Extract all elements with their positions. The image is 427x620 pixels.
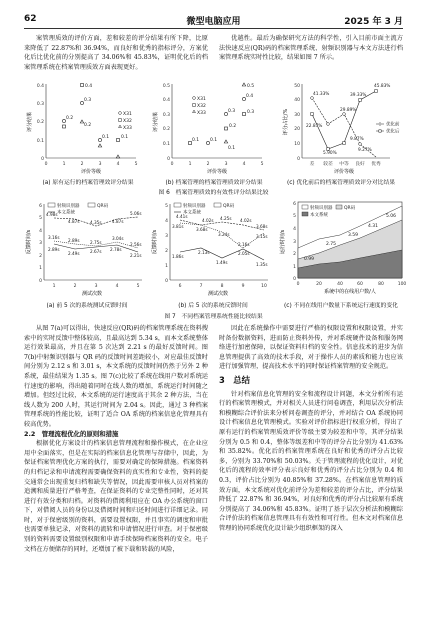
- svg-text:2.21s: 2.21s: [130, 253, 142, 258]
- svg-text:1: 1: [188, 162, 192, 167]
- top-right-paragraph: 优越性。最后为确保研究方法的科学性，引入目前市面主流方法快速反应(QR)码的档案管理系统、射频识别器与本文方法进行档案管理系统实时性比较，结果如图 7 所示。: [219, 35, 403, 62]
- svg-text:10: 10: [294, 142, 300, 147]
- svg-text:4: 4: [115, 284, 119, 289]
- svg-text:3: 3: [39, 241, 42, 246]
- point-x32: [243, 113, 246, 116]
- svg-text:5: 5: [134, 162, 138, 167]
- svg-text:3.16s: 3.16s: [48, 235, 60, 240]
- svg-text:6: 6: [293, 202, 296, 207]
- svg-text:1: 1: [52, 284, 56, 289]
- svg-text:优秀: 优秀: [371, 162, 381, 167]
- fig6-c-legend: [376, 121, 400, 135]
- svg-text:本文系统: 本文系统: [57, 210, 75, 216]
- fig6-b-chart: [150, 78, 270, 176]
- svg-text:3.68s: 3.68s: [256, 224, 268, 229]
- svg-text:80: 80: [378, 282, 384, 287]
- svg-text:中等: 中等: [339, 162, 349, 167]
- svg-text:2: 2: [293, 252, 296, 257]
- svg-text:3.68s: 3.68s: [196, 227, 208, 232]
- svg-text:差: 差: [309, 162, 315, 167]
- fig6-a-caption: (a) 原有运行的档案管理效评分结果: [42, 180, 134, 186]
- svg-text:8: 8: [220, 284, 224, 289]
- point-x32: [117, 139, 120, 142]
- svg-text:0.4: 0.4: [162, 98, 170, 103]
- svg-text:0.3: 0.3: [36, 102, 44, 107]
- fig6-a-xlabel: 评价等级: [80, 169, 102, 175]
- svg-text:X32: X32: [197, 104, 206, 109]
- svg-text:2.67s: 2.67s: [90, 249, 102, 254]
- svg-text:29.89%: 29.89%: [340, 108, 357, 113]
- svg-text:0.3: 0.3: [162, 113, 170, 118]
- svg-text:1.86s: 1.86s: [172, 254, 184, 259]
- svg-text:评价等级: 评价等级: [333, 169, 355, 175]
- svg-text:射频识别器: 射频识别器: [183, 204, 206, 209]
- svg-text:2: 2: [80, 162, 84, 167]
- fig6-b-legend: [193, 96, 206, 116]
- svg-text:4.02s: 4.02s: [240, 218, 252, 223]
- svg-text:50: 50: [294, 84, 300, 89]
- svg-text:3.04s: 3.04s: [112, 236, 124, 241]
- svg-text:X31: X31: [123, 112, 132, 117]
- issue-date: 2025 年 3 月: [344, 17, 403, 27]
- svg-text:2: 2: [73, 284, 77, 289]
- svg-text:4: 4: [165, 219, 168, 224]
- svg-text:0: 0: [167, 157, 170, 162]
- svg-text:0.1: 0.1: [228, 146, 236, 151]
- svg-text:2.78s: 2.78s: [110, 247, 122, 252]
- svg-text:0.2: 0.2: [66, 116, 74, 121]
- svg-text:0.2: 0.2: [36, 120, 44, 125]
- left-paragraph-2: 根据优化方案设计的档案信息管理流程和操作模式，在企业应用中全面落实，但是在实际的档案信息化管理与存储中，因此，为保证档案管理优化方案的执行，需要对确定的保障措施。档案资料的归档记录和申请流程需要确保资料的真实性和专业性，资料的提交通常会出现重复归档和缺失等情况，因此需要审核人员对档案的追溯和质量进行严格考查，在保证资料的专业完整性同时，还对其进行有效分类和归档。对资料的借阅利用应在 OA 办公系统的窗口下，对借阅人员的身份以及借阅时间和归还时间进行详细记录。同时，对于保密级别的资料，需要设置权限，并且事实的调度和审批也需要单独记录，对资料的流转和申请情况进行审查。对于保密级别的资料需要设置级别权限和申请手续保障档案资料的安全。电子文档在方便储存的同时，还增加了被下载和转载的风险，: [24, 440, 208, 553]
- right-paragraph-2: 针对档案信息化管理的安全和流程设计问题，本文分析所有运行的档案管理模式，并对相关人员进行问卷调查，利用层次分析法和模糊综合评价法来分析问卷调查的评分，并对结合 OA 系统协同设计档案信息化管理模式。实验对评价指标进行权重分析，得出了原有运行的档案管理质效评价等级主要为较差和中等，其评分结果分别为 0.5 和 0.4，整体等级差和中等的评分占比分别为 41.63%和 35.82%。优化后的档案管理系统在良好和优秀的评分占比较多，分别为 33.70%和 50.03%。关于管理流程的优化设计，对优化后的流程的效率评分表示良好和优秀的评分占比分别为 0.4 和 0.3，评价占比分别为 40.85%和 37.28%。在档案信息管理的质效方面，本文系统对优化前评分为差和较差的评分占比，评分结果降低了 22.87% 和 36.94%，对良好和优秀的评分占比较原有系统分别提高了 34.06%和 45.83%。证明了基于层次分析法和模糊综合评价法的档案信息管理具有有效性和可行性。但本文对档案信息管理的协同系统优化设计缺少组织框架的深入: [219, 390, 403, 532]
- svg-text:2.89s: 2.89s: [48, 247, 60, 252]
- svg-text:2.05s: 2.05s: [238, 251, 250, 256]
- svg-text:0.4: 0.4: [36, 84, 44, 89]
- svg-text:0.1: 0.1: [192, 138, 200, 143]
- subsection-heading: 2.2 管理流程优化的原则和措施: [24, 429, 119, 438]
- right-paragraph-1: 因此在系统操作中需要进行严格的权限设置和权限设置，并实时备份数据资料，进而防止资料外传，并对系统硬件设备和服务网络进行加密保障，以保证资料归档的安全性。信息技术的进步为信息管理提供了高效的技术手段，对于操作人员的素质和能力也应该进行加强管理，提高技术水平的同时保证档案管理的安全规范。: [219, 325, 403, 371]
- svg-text:30: 30: [294, 113, 300, 118]
- svg-text:5: 5: [136, 284, 140, 289]
- fig7-a-caption: (a) 前 5 次的系统测试反馈时间: [46, 303, 128, 309]
- svg-text:0: 0: [165, 279, 168, 284]
- svg-text:10: 10: [261, 284, 267, 289]
- svg-text:4.25s: 4.25s: [220, 216, 232, 221]
- svg-text:6: 6: [178, 284, 182, 289]
- section-heading: 3 总结: [219, 374, 250, 385]
- svg-text:7: 7: [199, 284, 203, 289]
- svg-text:4.35s: 4.35s: [90, 220, 102, 225]
- svg-text:0: 0: [39, 279, 42, 284]
- svg-text:X32: X32: [123, 119, 132, 124]
- svg-text:0.4: 0.4: [246, 94, 254, 99]
- svg-text:0.2: 0.2: [229, 124, 237, 129]
- fig7-c-caption: (c) 不同在线用户数量下系统运行速度的变化: [284, 303, 398, 309]
- fig7-a-chart: [24, 198, 148, 298]
- svg-text:3.81s: 3.81s: [172, 224, 184, 229]
- svg-text:4: 4: [242, 162, 246, 167]
- top-left-paragraph: 案管理质效的评价方面，差和较差的评分结果有所下降，比原来降低了 22.87%和 36.94%，而良好和优秀的指标评分，方案优化后比优化前的分别提高了 34.06%和 45.83%，证明优化后的档案管理系统在档案管理质效方面表现更好。: [24, 35, 208, 71]
- svg-text:5.06: 5.06: [386, 214, 397, 219]
- svg-text:X33: X33: [123, 126, 132, 131]
- svg-text:39.33%: 39.33%: [350, 93, 367, 98]
- svg-text:QR码: QR码: [223, 204, 235, 209]
- svg-text:X31: X31: [197, 97, 206, 102]
- svg-text:5: 5: [39, 216, 42, 221]
- svg-text:测试次数: 测试次数: [207, 291, 229, 297]
- svg-text:3: 3: [165, 234, 168, 239]
- svg-text:0.3: 0.3: [228, 109, 236, 114]
- svg-text:0.2: 0.2: [84, 123, 92, 128]
- svg-text:1.49s: 1.49s: [216, 260, 228, 265]
- svg-text:1.35s: 1.35s: [256, 262, 268, 267]
- svg-text:运行时间/s: 运行时间/s: [280, 229, 286, 255]
- svg-text:0.5: 0.5: [162, 84, 170, 89]
- svg-text:5.90%: 5.90%: [323, 151, 337, 156]
- svg-text:4.98s: 4.98s: [46, 212, 58, 217]
- svg-text:4: 4: [293, 227, 296, 232]
- svg-text:较差: 较差: [323, 162, 333, 167]
- point-x33: [98, 144, 101, 147]
- fig7-b-caption: (b) 后 5 次的系统反馈时间: [178, 303, 248, 309]
- point-x32: [63, 125, 66, 128]
- svg-text:3.15s: 3.15s: [256, 234, 268, 239]
- svg-text:0.1: 0.1: [121, 135, 129, 140]
- svg-text:5: 5: [165, 204, 168, 209]
- svg-text:3: 3: [224, 162, 228, 167]
- svg-text:本文系统: 本文系统: [183, 210, 201, 216]
- svg-text:40: 40: [294, 98, 300, 103]
- svg-text:优化后: 优化后: [386, 129, 400, 135]
- svg-text:QR码: QR码: [344, 206, 356, 211]
- svg-text:0.4: 0.4: [85, 84, 93, 89]
- svg-text:40: 40: [337, 282, 343, 287]
- fig6-c-caption: (c) 优化前后的档案管理质效评分对比结果: [286, 180, 396, 186]
- svg-text:4: 4: [116, 162, 120, 167]
- svg-text:优化前: 优化前: [386, 122, 400, 128]
- svg-text:41.33%: 41.33%: [313, 92, 330, 97]
- svg-text:3.24s: 3.24s: [218, 232, 230, 237]
- svg-text:4.02s: 4.02s: [202, 218, 214, 223]
- svg-text:3: 3: [98, 162, 102, 167]
- svg-text:0: 0: [44, 162, 48, 167]
- svg-text:2.75s: 2.75s: [90, 240, 102, 245]
- point-x32: [81, 84, 84, 87]
- fig6-c-chart: [280, 78, 404, 176]
- svg-text:1: 1: [165, 264, 168, 269]
- fig6-a-legend: [119, 111, 132, 131]
- svg-text:2: 2: [206, 162, 210, 167]
- svg-text:1: 1: [293, 265, 296, 270]
- svg-text:5.06s: 5.06s: [130, 211, 142, 216]
- svg-text:2.89s: 2.89s: [68, 238, 80, 243]
- svg-text:9.87%: 9.87%: [350, 137, 364, 142]
- svg-text:0.3: 0.3: [247, 110, 255, 115]
- fig6-caption: 图 6 档案管理质效的有效性评分结果比较: [158, 190, 269, 196]
- svg-text:系统中的在线用户数/人: 系统中的在线用户数/人: [324, 289, 376, 295]
- svg-text:0.3: 0.3: [84, 98, 92, 103]
- svg-text:2.49s: 2.49s: [68, 251, 80, 256]
- svg-text:射频识别器: 射频识别器: [57, 204, 80, 209]
- svg-text:0.1: 0.1: [162, 142, 170, 147]
- svg-text:测试次数: 测试次数: [81, 291, 103, 297]
- svg-text:射频识别器: 射频识别器: [310, 206, 333, 211]
- fig7-b-chart: [150, 198, 274, 298]
- left-paragraph-1: 从图 7(a)可以得出，快速反应(QR)码的档案管理系统在资料搜索中的实时反馈中整体较高，且最高达到 5.34 s，而本文系统整体运行效果最高，并且在第 5 次达到 2.21 s 的最好反馈时间。图 7(b)中射频识别器与 QR 码的反馈时间差距较小，对应最佳反馈时间分别为 2.12 s 和 3.01 s，本文系统的反馈时间仍然于另外 2 种系统，最佳结果为 1.35 s。图 7(c)比较了系统在线用户数对系统运行速度的影响，得出随着同时在线人数的增加，系统运行时间随之增加。但经过比较，本文系统的运行速度高于其余 2 种方法，当在线人数为 200 人时，其运行时间为 2.04 s。因此，通过 3 种档案管理系统的性能比较，证明了适合 OA 系统的档案信息化管理具有较高优势。: [24, 325, 208, 428]
- svg-text:3: 3: [293, 240, 296, 245]
- svg-text:2: 2: [165, 249, 168, 254]
- svg-text:0: 0: [293, 277, 296, 282]
- svg-text:9: 9: [241, 284, 245, 289]
- svg-text:0.1: 0.1: [102, 135, 110, 140]
- svg-text:2: 2: [39, 254, 42, 259]
- svg-text:评分占比/%: 评分占比/%: [283, 108, 289, 136]
- svg-text:0: 0: [296, 282, 300, 287]
- fig7-c-chart: [278, 198, 406, 298]
- svg-text:4.31: 4.31: [368, 224, 379, 229]
- svg-text:0: 0: [41, 157, 44, 162]
- svg-text:2.75: 2.75: [326, 242, 337, 247]
- fig6-a-ylabel: 评分结果: [27, 111, 33, 133]
- svg-text:5: 5: [260, 162, 264, 167]
- svg-text:100: 100: [397, 282, 406, 287]
- svg-text:4.41s: 4.41s: [176, 214, 188, 219]
- svg-text:3.59: 3.59: [348, 233, 359, 238]
- page-number: 62: [24, 14, 37, 24]
- svg-text:22.87%: 22.87%: [306, 124, 323, 129]
- fig6-b-caption: (b) 档案管理的档案管理质效评分结果: [165, 180, 263, 186]
- svg-text:本文系统: 本文系统: [310, 213, 328, 218]
- svg-text:X33: X33: [197, 111, 206, 116]
- svg-text:9.27%: 9.27%: [358, 148, 372, 153]
- svg-text:6: 6: [39, 204, 42, 209]
- svg-text:0.2: 0.2: [162, 127, 170, 132]
- svg-text:3: 3: [94, 284, 98, 289]
- svg-text:评价等级: 评价等级: [206, 169, 228, 175]
- svg-text:20: 20: [294, 127, 300, 132]
- svg-text:45.83%: 45.83%: [374, 84, 391, 89]
- svg-text:反馈时间/s: 反馈时间/s: [152, 229, 158, 255]
- svg-text:0: 0: [170, 162, 174, 167]
- left-column: [24, 324, 208, 614]
- svg-text:2.13s: 2.13s: [198, 250, 210, 255]
- fig6-b-points: [189, 83, 255, 151]
- point-x33: [224, 140, 227, 143]
- svg-text:0.1: 0.1: [36, 139, 44, 144]
- svg-text:2.16s: 2.16s: [238, 242, 250, 247]
- fig6-a-chart: [24, 78, 144, 176]
- page-header: [24, 12, 403, 26]
- fig7-caption: 图 7 不同档案管理系统性能比较结果: [164, 314, 263, 320]
- svg-text:QR码: QR码: [97, 204, 109, 209]
- point-x33: [242, 83, 245, 86]
- series-after-line: [312, 91, 376, 149]
- svg-text:2.56s: 2.56s: [130, 242, 142, 247]
- svg-text:评分结果: 评分结果: [153, 111, 159, 133]
- svg-text:1: 1: [62, 162, 66, 167]
- svg-text:0: 0: [297, 157, 300, 162]
- svg-text:60: 60: [357, 282, 363, 287]
- svg-text:反馈时间/s: 反馈时间/s: [26, 229, 32, 255]
- svg-text:良好: 良好: [355, 162, 365, 167]
- svg-text:5: 5: [293, 214, 296, 219]
- svg-text:4: 4: [39, 229, 42, 234]
- header-rule: [24, 28, 403, 29]
- right-column: [219, 324, 403, 614]
- svg-text:4.87s: 4.87s: [112, 219, 124, 224]
- point-x33: [116, 155, 119, 158]
- journal-title: 微型电脑应用: [186, 17, 241, 27]
- point-x32: [225, 127, 228, 130]
- svg-text:1: 1: [39, 266, 42, 271]
- svg-text:20: 20: [316, 282, 322, 287]
- svg-text:4.87s: 4.87s: [68, 219, 80, 224]
- svg-text:0.99: 0.99: [304, 257, 315, 262]
- svg-text:0.1: 0.1: [210, 138, 218, 143]
- svg-text:0.5: 0.5: [247, 84, 255, 89]
